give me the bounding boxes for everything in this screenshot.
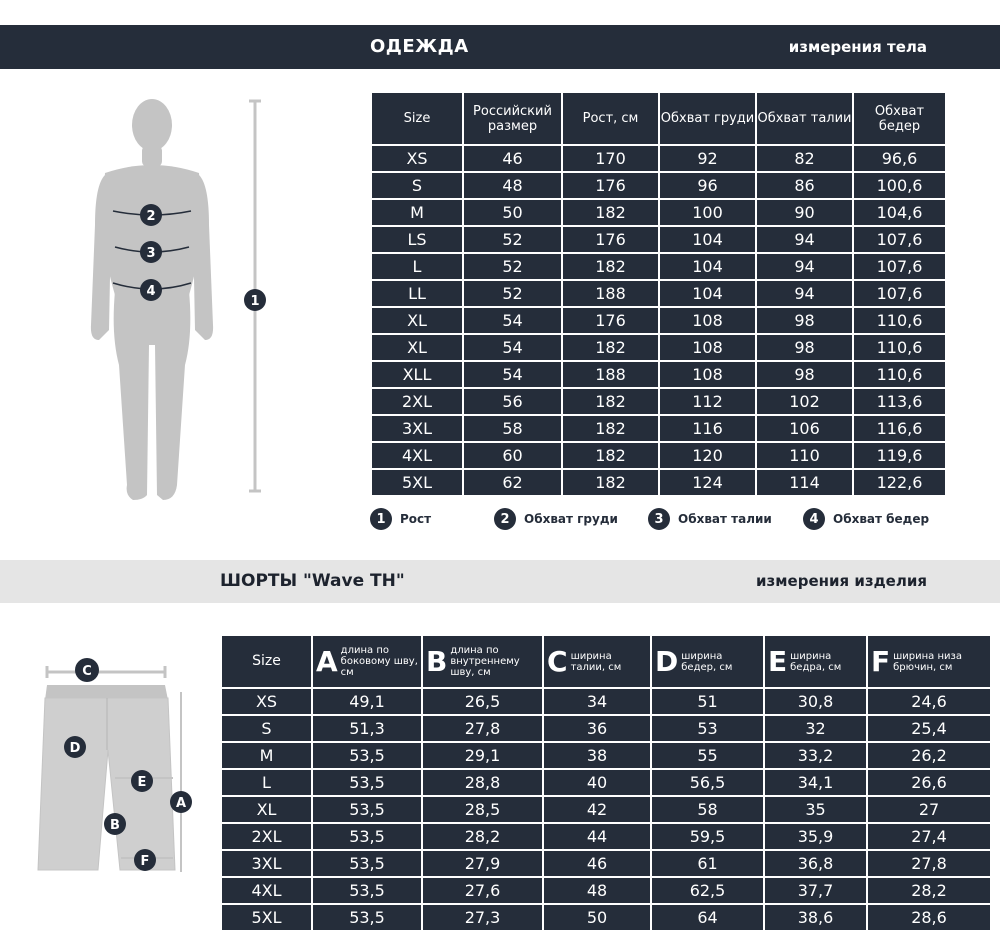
value-cell: 94 <box>756 253 853 280</box>
value-cell: 119,6 <box>853 442 946 469</box>
legend-number: 2 <box>494 508 516 530</box>
value-cell: 35,9 <box>764 823 867 850</box>
table-row <box>371 415 946 442</box>
value-cell: 182 <box>562 442 659 469</box>
value-cell: 110 <box>756 442 853 469</box>
shorts-header-cell <box>312 635 422 688</box>
legend-number: 1 <box>370 508 392 530</box>
value-cell: 108 <box>659 307 756 334</box>
value-cell: 182 <box>562 253 659 280</box>
marker-A: A <box>175 796 187 811</box>
marker-C: C <box>82 664 92 679</box>
value-cell: 176 <box>562 172 659 199</box>
value-cell: 58 <box>651 796 764 823</box>
value-cell: 53,5 <box>312 904 422 931</box>
value-cell: 56,5 <box>651 769 764 796</box>
shorts-header-cell <box>422 635 543 688</box>
value-cell: 51,3 <box>312 715 422 742</box>
table-row <box>221 877 991 904</box>
marker-D: D <box>69 741 81 756</box>
clothing-header-cell: Обхват груди <box>659 92 756 145</box>
table-row <box>221 823 991 850</box>
shorts-header-cell <box>221 635 312 688</box>
value-cell: 120 <box>659 442 756 469</box>
value-cell: 33,2 <box>764 742 867 769</box>
value-cell: 108 <box>659 334 756 361</box>
value-cell: 35 <box>764 796 867 823</box>
size-cell: S <box>221 715 312 742</box>
value-cell: 26,5 <box>422 688 543 715</box>
value-cell: 62 <box>463 469 562 496</box>
value-cell: 54 <box>463 334 562 361</box>
value-cell: 26,6 <box>867 769 991 796</box>
value-cell: 82 <box>756 145 853 172</box>
legend-item-waist <box>648 508 772 530</box>
value-cell: 92 <box>659 145 756 172</box>
measurement-letter: F <box>871 644 891 678</box>
shorts-figure <box>35 650 205 880</box>
clothing-table-header <box>371 92 946 145</box>
marker-2: 2 <box>146 209 156 224</box>
body-figure <box>85 95 285 505</box>
table-row <box>371 172 946 199</box>
header-content <box>313 645 421 678</box>
legend-item-height <box>370 508 431 530</box>
measurement-description: длина по внутреннему шву, см <box>450 645 520 678</box>
table-row <box>221 904 991 931</box>
value-cell: 96,6 <box>853 145 946 172</box>
value-cell: 28,8 <box>422 769 543 796</box>
value-cell: 113,6 <box>853 388 946 415</box>
table-row <box>371 226 946 253</box>
value-cell: 56 <box>463 388 562 415</box>
size-cell: XL <box>221 796 312 823</box>
value-cell: 182 <box>562 334 659 361</box>
value-cell: 48 <box>463 172 562 199</box>
value-cell: 104,6 <box>853 199 946 226</box>
marker-E: E <box>137 775 147 790</box>
clothing-header-cell: Рост, см <box>562 92 659 145</box>
shorts-header-cell <box>867 635 991 688</box>
value-cell: 36,8 <box>764 850 867 877</box>
table-row <box>371 469 946 496</box>
value-cell: 34,1 <box>764 769 867 796</box>
value-cell: 27 <box>867 796 991 823</box>
size-cell: LS <box>371 226 463 253</box>
value-cell: 53,5 <box>312 850 422 877</box>
header-content <box>765 644 866 678</box>
size-cell: 3XL <box>221 850 312 877</box>
value-cell: 107,6 <box>853 280 946 307</box>
value-cell: 50 <box>463 199 562 226</box>
header-label: Size <box>252 652 281 669</box>
value-cell: 182 <box>562 199 659 226</box>
size-cell: 5XL <box>371 469 463 496</box>
table-row <box>221 715 991 742</box>
size-cell: XS <box>371 145 463 172</box>
marker-B: B <box>110 818 120 833</box>
value-cell: 107,6 <box>853 253 946 280</box>
value-cell: 100,6 <box>853 172 946 199</box>
measurement-description: ширина талии, см <box>570 650 622 673</box>
value-cell: 60 <box>463 442 562 469</box>
value-cell: 90 <box>756 199 853 226</box>
value-cell: 62,5 <box>651 877 764 904</box>
value-cell: 98 <box>756 361 853 388</box>
value-cell: 182 <box>562 388 659 415</box>
clothing-header-cell: Российский размер <box>463 92 562 145</box>
legend-label: Обхват бедер <box>833 512 930 526</box>
value-cell: 98 <box>756 307 853 334</box>
value-cell: 110,6 <box>853 307 946 334</box>
value-cell: 98 <box>756 334 853 361</box>
value-cell: 116 <box>659 415 756 442</box>
table-row <box>221 769 991 796</box>
table-row <box>371 442 946 469</box>
shorts-size-table <box>220 634 992 932</box>
value-cell: 112 <box>659 388 756 415</box>
size-cell: 5XL <box>221 904 312 931</box>
value-cell: 27,9 <box>422 850 543 877</box>
value-cell: 50 <box>543 904 651 931</box>
size-cell: XL <box>371 334 463 361</box>
measurement-description: ширина бедер, см <box>681 650 733 673</box>
value-cell: 27,3 <box>422 904 543 931</box>
measurement-letter: A <box>316 644 338 678</box>
value-cell: 116,6 <box>853 415 946 442</box>
value-cell: 53 <box>651 715 764 742</box>
value-cell: 32 <box>764 715 867 742</box>
shorts-header-cell <box>764 635 867 688</box>
value-cell: 27,6 <box>422 877 543 904</box>
marker-F: F <box>140 854 150 869</box>
value-cell: 44 <box>543 823 651 850</box>
header-content <box>423 645 542 678</box>
size-cell: XLL <box>371 361 463 388</box>
value-cell: 61 <box>651 850 764 877</box>
shorts-header-cell <box>543 635 651 688</box>
size-cell: M <box>221 742 312 769</box>
value-cell: 25,4 <box>867 715 991 742</box>
measurement-description: ширина низа брючин, см <box>893 650 962 673</box>
value-cell: 94 <box>756 280 853 307</box>
shorts-table-header <box>221 635 991 688</box>
legend-label: Рост <box>400 512 432 526</box>
value-cell: 36 <box>543 715 651 742</box>
legend-label: Обхват талии <box>678 512 772 526</box>
value-cell: 46 <box>543 850 651 877</box>
size-cell: 3XL <box>371 415 463 442</box>
value-cell: 104 <box>659 253 756 280</box>
size-cell: LL <box>371 280 463 307</box>
value-cell: 107,6 <box>853 226 946 253</box>
value-cell: 114 <box>756 469 853 496</box>
clothing-title: ОДЕЖДА <box>370 36 469 57</box>
measurement-letter: C <box>547 644 568 678</box>
size-cell: M <box>371 199 463 226</box>
value-cell: 182 <box>562 469 659 496</box>
value-cell: 48 <box>543 877 651 904</box>
clothing-header-bar <box>0 25 1000 69</box>
marker-4: 4 <box>146 284 156 299</box>
value-cell: 52 <box>463 280 562 307</box>
legend-item-chest <box>494 508 618 530</box>
value-cell: 54 <box>463 307 562 334</box>
value-cell: 40 <box>543 769 651 796</box>
value-cell: 102 <box>756 388 853 415</box>
value-cell: 54 <box>463 361 562 388</box>
value-cell: 59,5 <box>651 823 764 850</box>
value-cell: 42 <box>543 796 651 823</box>
table-row <box>371 280 946 307</box>
size-cell: 2XL <box>221 823 312 850</box>
clothing-header-cell: Size <box>371 92 463 145</box>
value-cell: 106 <box>756 415 853 442</box>
shorts-header-cell <box>651 635 764 688</box>
legend-item-hips <box>803 508 929 530</box>
value-cell: 27,8 <box>422 715 543 742</box>
value-cell: 122,6 <box>853 469 946 496</box>
clothing-subtitle: измерения тела <box>788 38 927 56</box>
value-cell: 108 <box>659 361 756 388</box>
measurement-description: ширина бедра, см <box>790 650 842 673</box>
legend-number: 4 <box>803 508 825 530</box>
value-cell: 28,2 <box>867 877 991 904</box>
legend-number: 3 <box>648 508 670 530</box>
value-cell: 110,6 <box>853 334 946 361</box>
value-cell: 53,5 <box>312 823 422 850</box>
marker-1: 1 <box>250 294 260 309</box>
value-cell: 28,5 <box>422 796 543 823</box>
table-row <box>221 688 991 715</box>
shorts-subtitle: измерения изделия <box>756 572 927 590</box>
size-cell: 4XL <box>371 442 463 469</box>
table-row <box>221 742 991 769</box>
value-cell: 104 <box>659 280 756 307</box>
table-row <box>371 199 946 226</box>
table-row <box>371 307 946 334</box>
value-cell: 94 <box>756 226 853 253</box>
value-cell: 170 <box>562 145 659 172</box>
shorts-header-bar <box>0 560 1000 603</box>
value-cell: 52 <box>463 226 562 253</box>
shorts-table-body <box>221 688 991 931</box>
value-cell: 46 <box>463 145 562 172</box>
value-cell: 34 <box>543 688 651 715</box>
measurement-description: длина по боковому шву, см <box>340 645 418 678</box>
table-row <box>371 361 946 388</box>
value-cell: 86 <box>756 172 853 199</box>
clothing-header-cell: Обхват бедер <box>853 92 946 145</box>
value-cell: 124 <box>659 469 756 496</box>
measurement-letter: B <box>426 644 448 678</box>
table-row <box>221 796 991 823</box>
table-row <box>371 388 946 415</box>
value-cell: 182 <box>562 415 659 442</box>
size-cell: 2XL <box>371 388 463 415</box>
table-row <box>371 145 946 172</box>
size-cell: L <box>371 253 463 280</box>
value-cell: 53,5 <box>312 796 422 823</box>
shorts-title: ШОРТЫ "Wave TH" <box>220 571 405 591</box>
value-cell: 110,6 <box>853 361 946 388</box>
header-content <box>652 644 763 678</box>
value-cell: 53,5 <box>312 742 422 769</box>
value-cell: 188 <box>562 280 659 307</box>
clothing-table-body <box>371 145 946 496</box>
value-cell: 24,6 <box>867 688 991 715</box>
value-cell: 52 <box>463 253 562 280</box>
measurement-letter: D <box>655 644 679 678</box>
measurement-letter: E <box>768 644 788 678</box>
value-cell: 51 <box>651 688 764 715</box>
size-cell: XS <box>221 688 312 715</box>
marker-3: 3 <box>146 246 156 261</box>
value-cell: 58 <box>463 415 562 442</box>
header-content <box>544 644 650 678</box>
value-cell: 49,1 <box>312 688 422 715</box>
value-cell: 188 <box>562 361 659 388</box>
legend-label: Обхват груди <box>524 512 618 526</box>
table-row <box>221 850 991 877</box>
value-cell: 38 <box>543 742 651 769</box>
value-cell: 176 <box>562 307 659 334</box>
value-cell: 53,5 <box>312 769 422 796</box>
value-cell: 37,7 <box>764 877 867 904</box>
value-cell: 53,5 <box>312 877 422 904</box>
clothing-size-table <box>370 91 947 497</box>
size-cell: 4XL <box>221 877 312 904</box>
size-cell: L <box>221 769 312 796</box>
value-cell: 96 <box>659 172 756 199</box>
table-row <box>371 334 946 361</box>
header-content <box>868 644 990 678</box>
clothing-header-cell: Обхват талии <box>756 92 853 145</box>
value-cell: 28,2 <box>422 823 543 850</box>
table-row <box>371 253 946 280</box>
value-cell: 27,8 <box>867 850 991 877</box>
value-cell: 104 <box>659 226 756 253</box>
value-cell: 30,8 <box>764 688 867 715</box>
value-cell: 38,6 <box>764 904 867 931</box>
value-cell: 27,4 <box>867 823 991 850</box>
size-cell: XL <box>371 307 463 334</box>
value-cell: 26,2 <box>867 742 991 769</box>
value-cell: 55 <box>651 742 764 769</box>
size-cell: S <box>371 172 463 199</box>
value-cell: 100 <box>659 199 756 226</box>
value-cell: 176 <box>562 226 659 253</box>
value-cell: 28,6 <box>867 904 991 931</box>
value-cell: 64 <box>651 904 764 931</box>
value-cell: 29,1 <box>422 742 543 769</box>
